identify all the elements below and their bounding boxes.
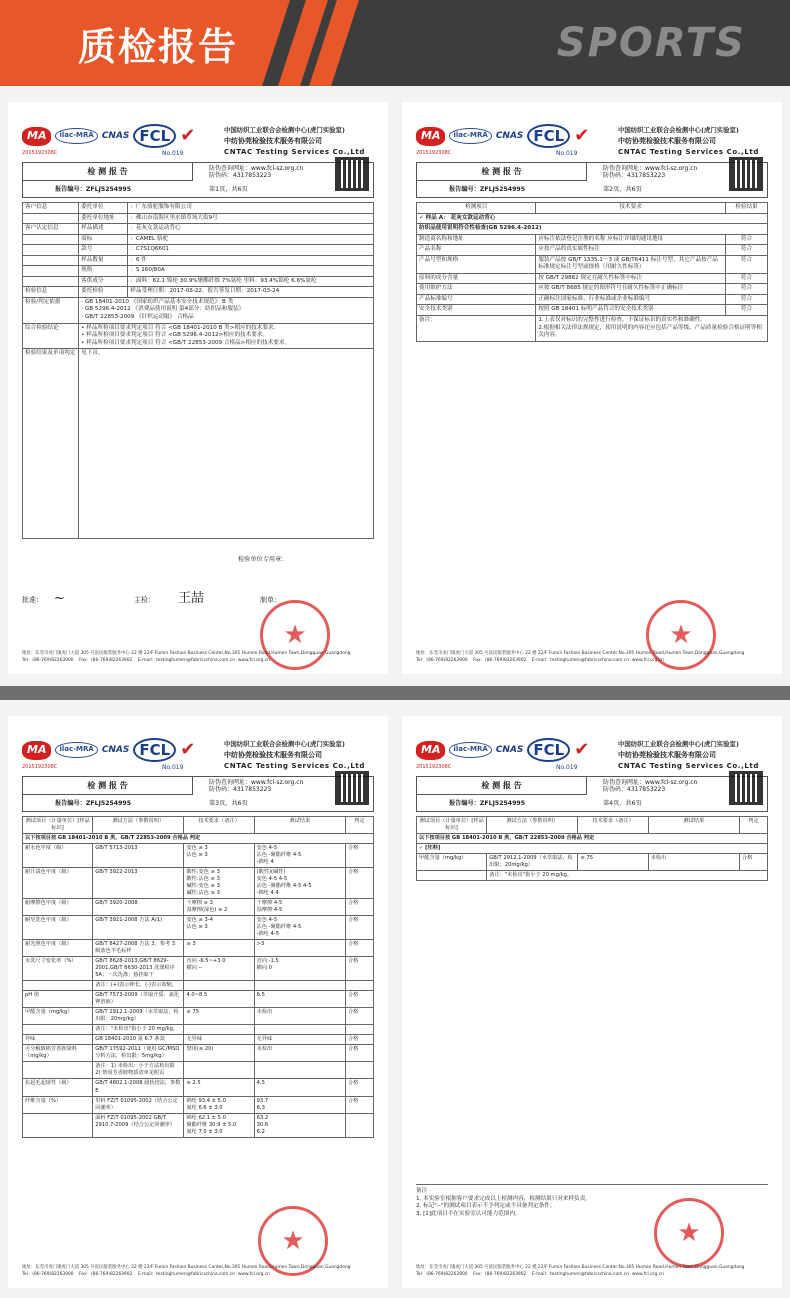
cert-logos [22, 738, 195, 762]
qr-code-icon [335, 771, 369, 805]
banner-title: 质检报告 [78, 25, 239, 69]
official-seal-icon: ★ [258, 1206, 328, 1276]
table-row: 甲醛含量（mg/kg） GB/T 2912.1-2009（水萃取法，检出限：20mg/kg） ≤ 75 未检出 合格 [417, 854, 768, 871]
lab-name-block [224, 126, 374, 158]
company-name-en: CNTAC Testing Services Co.,Ltd [618, 762, 759, 771]
official-seal-icon: ★ [654, 1198, 724, 1268]
lab-name: 中国纺织工业联合会检测中心(虎门实验室) [618, 126, 739, 134]
table-row: 纤维含量（%） 里料 FZ/T 01095-2002（结合公定回潮率） 锦纶 93.4 ± 5.0 氨纶 6.6 ± 3.0 93.7 6.3 合格 [23, 1096, 374, 1113]
table-row: 商标 ：CAMEL 骆驼 [23, 234, 374, 245]
official-seal-icon: ★ [646, 600, 716, 670]
page-indicator: 第2页，共6页 [603, 186, 642, 193]
page-footer: 地址：东莞市虎门镇虎门大道 305 号富民服装服务中心 22 楼 22/F Fumin Fashion Business Center,No.305 Humen Road,Humen Town,Dongguan,Guangdong Tel：(86-769)82263900 Fax：(86-769)82263902 E-mail：testinghumen@fabricschina.com.cn www.fcl.org.cn [22, 1264, 351, 1277]
cert-logos [22, 124, 195, 148]
top-banner [0, 0, 790, 86]
lab-name-block [618, 740, 768, 772]
client-info-table [22, 202, 374, 539]
table-row: 委托单位地址 ：佛山市南海区里水镇草场大街9号 [23, 213, 374, 224]
table-row: 备注：1) 未检出：小于方法检出限 2) 禁用芳香胺物质清单见附页 [23, 1062, 374, 1079]
table-row: 客供成分 ：面料：62.1 锦纶 30.9%聚酯纤维 7%氨纶 里料：93.4%锦纶 6.6%氨纶 [23, 276, 374, 287]
check-mark-icon: ✔ [180, 739, 196, 760]
table-row: pH 值 GB/T 7573-2009（萃取介质：氯化钾溶液） 4.0~8.5 6.5 合格 [23, 991, 374, 1008]
fcl-logo-icon: FCL [527, 124, 570, 148]
cert-code: 2015192308C [22, 150, 58, 156]
qr-code-icon [335, 157, 369, 191]
sample-row: ✓ [坯料] [417, 844, 768, 854]
report-top [416, 162, 768, 198]
section-row: 纺织品使用说明符合性检查(GB 5296.4-2012) [417, 224, 768, 235]
banner-brand: SPORTS [556, 20, 746, 66]
table-row: 备注："未检出"指小于 20 mg/kg。 [23, 1025, 374, 1035]
ma-logo-icon: MA [416, 741, 445, 760]
notes-row: 备注： 1.上表仅对标识的完整性进行检查，不保证标识的真实性和准确性。 2.根据相关法律法规规定，使用说明的内容还应包括产品等级、产品质量检验合格证明等相关内容。 [417, 316, 768, 342]
table-row: 综合检验结论 • 样品所检项目要求判定项目 符合 <GB 18401-2010 B 类>相应的技术要求。 • 样品所检项目要求判定项目 符合 <GB 5296.4-2012>相应的技术要求。 • 样品所检项目要求判定项目 符合 <GB/T 22853-2009 合格品>相应的技术要求。 [23, 323, 374, 349]
approve-label: 批准： [22, 596, 43, 604]
lab-name: 中国纺织工业联合会检测中心(虎门实验室) [224, 126, 345, 134]
company-name-en: CNTAC Testing Services Co.,Ltd [224, 148, 365, 157]
fcl-number: No.019 [162, 150, 184, 157]
qr-code-icon [729, 771, 763, 805]
ma-logo-icon: MA [22, 127, 51, 146]
report-page-4 [402, 716, 782, 1288]
page-indicator: 第1页，共6页 [209, 186, 248, 193]
company-name: 中纺协莞检验技术服务有限公司 [224, 750, 322, 759]
table-header-row: 检测项目 技术要求 检验结果 [417, 203, 768, 214]
table-row: 耐摩擦色牢度（级） GB/T 3920-2008 干摩擦 ≥ 3 湿摩擦(深色) ≥ 2 干摩擦 4-5 湿摩擦 4-5 合格 [23, 899, 374, 916]
report-title: 检 测 报 告 [417, 777, 587, 795]
company-name: 中纺协莞检验技术服务有限公司 [618, 136, 716, 145]
table-row: 备注：(+)表示伸长，(-)表示收缩。 [23, 981, 374, 991]
audit-signature: 王喆 [178, 591, 205, 606]
table-row: 产品标准编号 正确标注国家标准、行业标准或企业标准编号 符合 [417, 294, 768, 305]
make-label: 制单： [260, 596, 281, 604]
company-name-en: CNTAC Testing Services Co.,Ltd [224, 762, 365, 771]
seal-note: 检验单位专用章： [238, 556, 288, 563]
ilac-logo-icon: ilac-MRA [449, 128, 491, 143]
qr-code-icon [729, 157, 763, 191]
lab-name: 中国纺织工业联合会检测中心(虎门实验室) [618, 740, 739, 748]
table-row: 原料的成分含量 按 GB/T 29862 规定在耐久性标签中标注 符合 [417, 273, 768, 284]
report-website: 防伪查询网址：www.fcl-sz.org.cn 防伪码：4317853223 [603, 165, 698, 179]
cert-code: 2015192308C [416, 150, 452, 156]
table-row: 款号 ：C7S1Q6601 [23, 245, 374, 256]
page-indicator: 第4页，共6页 [603, 800, 642, 807]
official-seal-icon: ★ [260, 600, 330, 670]
report-number: 报告编号：ZFLJ5254995 [449, 800, 526, 807]
table-header-row: 测试项目（计量单位）[样品标识] 测试方法（参数说明） 技术要求（备注） 测试结果 判定 [417, 817, 768, 834]
report-top [22, 162, 374, 198]
table-row: 产品名称 应按产品的真实属性标注 符合 [417, 245, 768, 256]
table-row: 样品数量 ：6 件 [23, 255, 374, 266]
ma-logo-icon: MA [416, 127, 445, 146]
lab-name: 中国纺织工业联合会检测中心(虎门实验室) [224, 740, 345, 748]
table-row: 抗起毛起球性（级） GB/T 4802.1-2008 圆轨迹法，参数 E ≥ 2.5 4.5 合格 [23, 1079, 374, 1096]
label-check-table [416, 202, 768, 342]
page-footer: 地址：东莞市虎门镇虎门大道 305 号富民服装服务中心 22 楼 22/F Fumin Fashion Business Center,No.305 Humen Road,Humen Town,Dongguan,Guangdong Tel：(86-769)82263900 Fax：(86-769)82263902 E-mail：testinghumen@fabricschina.com.cn www.fcl.org.cn [416, 1264, 745, 1277]
company-name-en: CNTAC Testing Services Co.,Ltd [618, 148, 759, 157]
note-row: 备注："未检出"指小于 20 mg/kg。 [417, 871, 768, 881]
cnas-logo-icon: CNAS [495, 131, 524, 142]
section-row: 以下按项目按 GB 18401-2010 B 类、GB/T 22853-2009 合格品 判定 [23, 834, 374, 844]
page-footer: 地址：东莞市虎门镇虎门大道 305 号富民服装服务中心 22 楼 22/F Fumin Fashion Business Center,No.305 Humen Road,Humen Town,Dongguan,Guangdong Tel：(86-769)82263900 Fax：(86-769)82263902 E-mail：testinghumen@fabricschina.com.cn www.fcl.org.cn [416, 650, 745, 663]
table-row: 检验结果及单项判定 见下页。 [23, 349, 374, 539]
report-number: 报告编号：ZFLJ5254995 [55, 800, 132, 807]
report-number: 报告编号：ZFLJ5254995 [55, 186, 132, 193]
ma-logo-icon: MA [22, 741, 51, 760]
check-mark-icon: ✔ [574, 739, 590, 760]
table-header-row: 测试项目（计量单位）[样品标识] 测试方法（参数说明） 技术要求（备注） 测试结果 判定 [23, 817, 374, 834]
fcl-number: No.019 [556, 764, 578, 771]
report-website: 防伪查询网址：www.fcl-sz.org.cn 防伪码：4317853223 [603, 779, 698, 793]
ilac-logo-icon: ilac-MRA [449, 742, 491, 757]
page-header [416, 118, 768, 162]
table-row: 可分解致癌芳香胺染料（mg/kg） GB/T 17592-2011（使用 GC/MSD 分析方法，检出限：5mg/kg） 禁用(≤ 20) 未检出 合格 [23, 1045, 374, 1062]
table-row: 产品号型和规格 服装产品按 GB/T 1335.1～3 或 GB/T6411 标注号型，其它产品按产品标准规定标注号型或规格（用耐久性标签） 符合 [417, 255, 768, 273]
page-header [416, 732, 768, 776]
table-row: 甲醛含量（mg/kg） GB/T 2912.1-2009（水萃取法，检出限：20mg/kg） ≤ 75 未检出 合格 [23, 1008, 374, 1025]
table-row: 检验/判定依据 - GB 18401-2010 《国家纺织产品基本安全技术规范》 B 类 - GB 5296.4-2012 《消费品使用说明 第4部分：纺织品和服装》 - GB/T 22853-2009 《针织运动服》 合格品 [23, 297, 374, 323]
table-row: 耐光照色牢度（级） GB/T 8427-2008 方法 3，参考 3 级蓝色羊毛标样 ≥ 3 >3 合格 [23, 940, 374, 957]
table-row: 客户认定信息 样品描述 ：花灰女款运动背心 [23, 224, 374, 235]
ilac-logo-icon: ilac-MRA [55, 742, 97, 757]
cnas-logo-icon: CNAS [495, 745, 524, 756]
report-title: 检 测 报 告 [417, 163, 587, 181]
test-results-table [22, 816, 374, 1138]
table-row: 客户信息 委托单位 ：广东骆驼服饰有限公司 [23, 203, 374, 214]
audit-label: 主检： [134, 596, 155, 604]
section-row: 以下按项目按 GB 18401-2010 B 类、GB/T 22853-2009 合格品 判定 [417, 834, 768, 844]
company-name: 中纺协莞检验技术服务有限公司 [224, 136, 322, 145]
report-top [22, 776, 374, 812]
company-name: 中纺协莞检验技术服务有限公司 [618, 750, 716, 759]
table-row: 规格 ：S 160/80A [23, 266, 374, 277]
table-row: 耐水色牢度（级） GB/T 5713-2013 变色 ≥ 3 沾色 ≥ 3 变色 4-5 沾色 -聚酯纤维 4-5 -锦纶 4 合格 [23, 844, 374, 868]
check-mark-icon: ✔ [574, 125, 590, 146]
table-row: 耐皂洗色牢度（级） GB/T 3921-2008 方法 A(1) 变色 ≥ 3-4 沾色 ≥ 3 变色 4-5 沾色 -聚酯纤维 4-5 -锦纶 4-5 合格 [23, 916, 374, 940]
table-row: 使用维护方法 应按 GB/T 8685 规定的图形符号在耐久性标签中正确标注 符合 [417, 284, 768, 295]
page-header [22, 118, 374, 162]
table-row: 耐汗渍色牢度（级） GB/T 3922-2013 酸性:变色 ≥ 3 酸性:沾色 ≥ 3 碱性:变色 ≥ 3 碱性:沾色 ≥ 3 (酸性)(碱性) 变色 4-5 4-5 沾色 -聚酯纤维 4-5 4-5 -锦纶 4 4 合格 [23, 868, 374, 899]
page-indicator: 第3页，共6页 [209, 800, 248, 807]
cert-code: 2015192308C [416, 764, 452, 770]
fcl-number: No.019 [162, 764, 184, 771]
remarks-block: 备注 1. 本实验室根据客户要求完成以上检测内容，检测结果只对来样负责。 2. 标记"--"的测试项目表示不予判定或不具备判定条件。 3. [1]此项目不在实验室认可能力范围内。 [416, 1184, 768, 1218]
fcl-logo-icon: FCL [527, 738, 570, 762]
page-header [22, 732, 374, 776]
table-row: 异味 GB 18401-2010 第 6.7 条款 无异味 无异味 合格 [23, 1035, 374, 1045]
cert-logos [416, 124, 589, 148]
sample-row: ✓ 样品 A： 花灰女款运动背心 [417, 213, 768, 224]
report-page-1 [8, 102, 388, 674]
report-page-2 [402, 102, 782, 674]
check-mark-icon: ✔ [180, 125, 196, 146]
table-row: 安全技术类别 按照 GB 18401 标明产品符合的安全技术类别 符合 [417, 305, 768, 316]
report-website: 防伪查询网址：www.fcl-sz.org.cn 防伪码：4317853223 [209, 165, 304, 179]
cnas-logo-icon: CNAS [101, 131, 130, 142]
report-top [416, 776, 768, 812]
report-number: 报告编号：ZFLJ5254995 [449, 186, 526, 193]
test-results-table [416, 816, 768, 881]
table-row: 面料 FZ/T 01095-2002 GB/T 2910.7-2009（结合公定回潮率） 锦纶 62.1 ± 5.0 聚酯纤维 30.9 ± 5.0 氨纶 7.0 ± 3.0 63.2 30.6 6.2 [23, 1113, 374, 1137]
table-row: 检验信息 委托检验 样品受理日期：2017-03-22，报告签发日期：2017-03-24 [23, 287, 374, 298]
fcl-number: No.019 [556, 150, 578, 157]
lab-name-block [618, 126, 768, 158]
lab-name-block [224, 740, 374, 772]
report-title: 检 测 报 告 [23, 777, 193, 795]
fcl-logo-icon: FCL [133, 124, 176, 148]
table-row: 制造商名称和地址 应标注依法登记注册的名称 应标注详细的通讯地址 符合 [417, 234, 768, 245]
page-footer: 地址：东莞市虎门镇虎门大道 305 号富民服装服务中心 22 楼 22/F Fumin Fashion Business Center,No.305 Humen Road,Humen Town,Dongguan,Guangdong Tel：(86-769)82263900 Fax：(86-769)82263902 E-mail：testinghumen@fabricschina.com.cn www.fcl.org.cn [22, 650, 351, 663]
approve-signature: ~ [54, 591, 65, 606]
cnas-logo-icon: CNAS [101, 745, 130, 756]
report-website: 防伪查询网址：www.fcl-sz.org.cn 防伪码：4317853223 [209, 779, 304, 793]
table-row: 水洗尺寸变化率（%） GB/T 8628-2013,GB/T 8629-2001,GB/T 8630-2013 洗涤程序 5A；一次洗涤；悬挂晾干 直向 -6.5~+3.0 横向 -- 直向 -1.5 横向 0 合格 [23, 957, 374, 981]
report-title: 检 测 报 告 [23, 163, 193, 181]
fcl-logo-icon: FCL [133, 738, 176, 762]
report-page-3 [8, 716, 388, 1288]
cert-logos [416, 738, 589, 762]
cert-code: 2015192308C [22, 764, 58, 770]
ilac-logo-icon: ilac-MRA [55, 128, 97, 143]
